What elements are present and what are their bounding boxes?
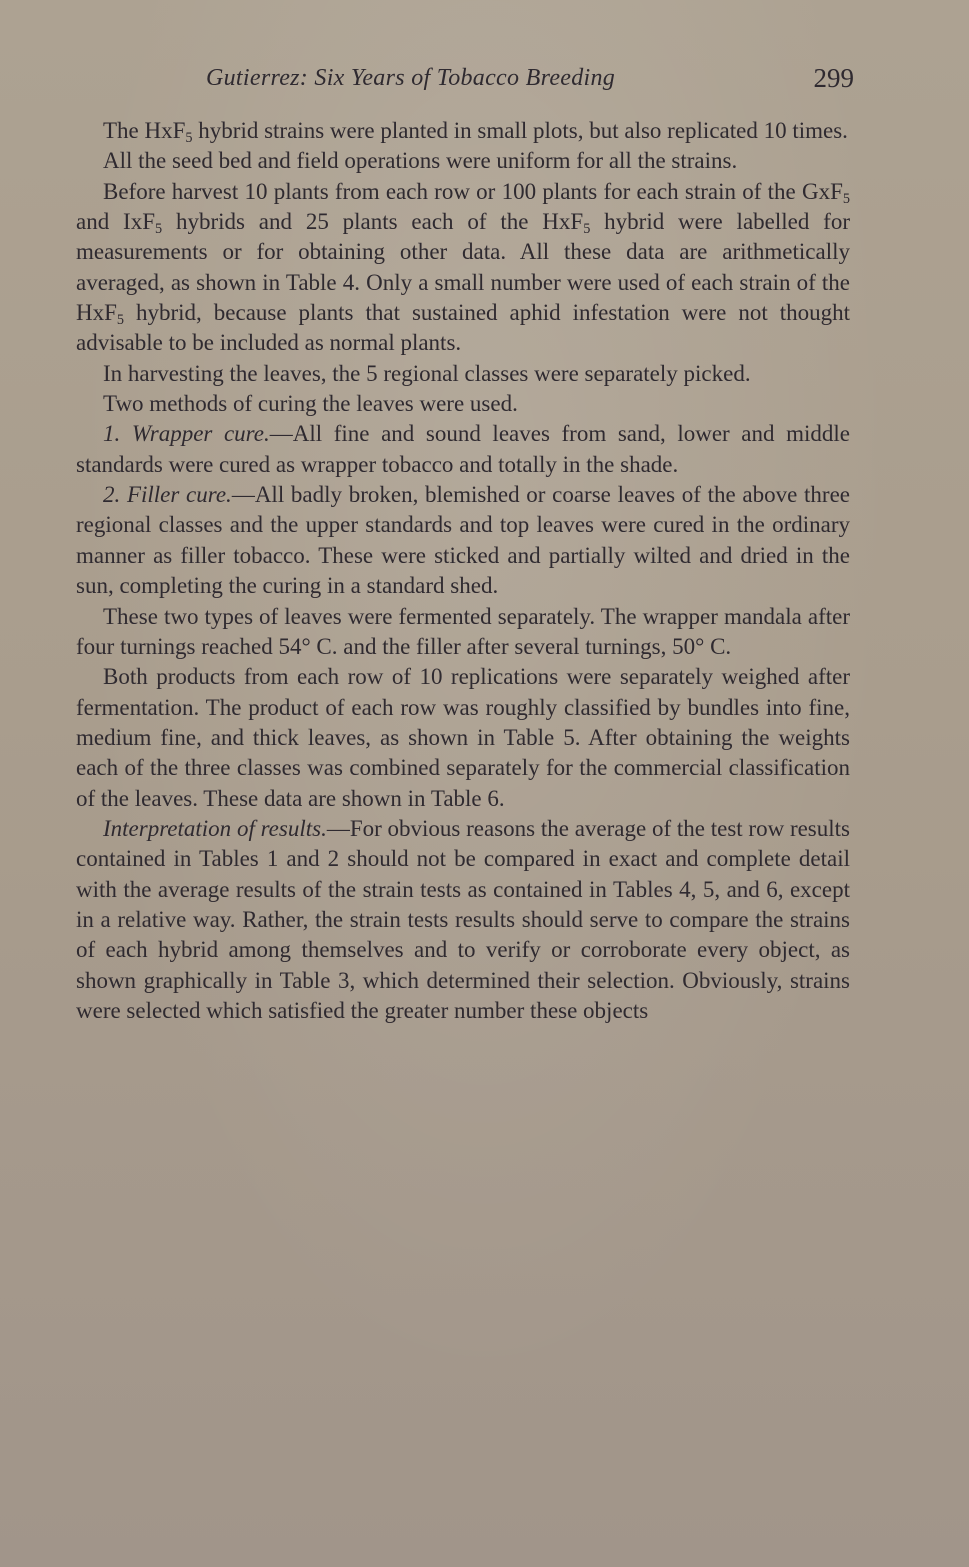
paragraph-text: and IxF [76, 209, 155, 235]
paragraph-text: hybrid, because plants that sustained aphid infestation were not thought advisable to be included as normal plants. [76, 300, 850, 356]
paragraph-interpretation [76, 814, 850, 1026]
paragraph-text: —All badly broken, blemished or coarse leaves of the above three regional classes and the upper standards and top leaves were cured in the ordinary manner as filler tobacco. These were sticked and partially wilted and dried in the sun, completing the curing in a standard shed. [76, 482, 850, 599]
paragraph-field-operations: All the seed bed and field operations were uniform for all the strains. [103, 148, 738, 174]
page-header [76, 58, 854, 98]
paragraph-text: The HxF [103, 118, 186, 143]
paragraph-fermentation: These two types of leaves were fermented separately. The wrapper mandala after four turnings reached 54° C. and the filler after several turnings, 50° C. [76, 603, 850, 659]
paragraph-hxf5-plots [76, 116, 850, 146]
subscript: 5 [842, 190, 850, 207]
paragraph-filler-cure [76, 480, 850, 601]
subscript: 5 [583, 221, 591, 238]
paragraph-text: —For obvious reasons the average of the test row results contained in Tables 1 and 2 should not be compared in exact and complete detail with the average results of the strain tests as contained in Tables 4, 5, and 6, except in a relative way. Rather, the strain tests results should serve to compare the strains of each hybrid among themselves and to verify or corroborate every object, as shown graphically in Table 3, which determined their selection. Obviously, strains were selected which satisfied the greater number these objects [76, 815, 850, 1023]
running-head: Gutierrez: Six Years of Tobacco Breeding [206, 65, 616, 91]
paragraph-text: —All fine and sound leaves from sand, lower and middle standards were cured as wrapper tobacco and totally in the shade. [76, 421, 850, 477]
paragraph-weighing: Both products from each row of 10 replications were separately weighed after fermentation. The product of each row was roughly classified by bundles into fine, medium fine, and thick leaves, as shown in Table 5. After obtaining the weights each of the three classes was combined separately for the commercial classification of the leaves. These data are shown in Table 6. [76, 664, 850, 811]
subscript: 5 [116, 312, 125, 329]
subscript: 5 [155, 221, 163, 238]
subscript: 5 [185, 129, 193, 146]
paragraph-text: Before harvest 10 plants from each row or 100 plants for each strain of the GxF [103, 178, 843, 204]
wrapper-cure-label: 1. Wrapper cure. [103, 421, 270, 447]
paragraph-curing-methods: Two methods of curing the leaves were used. [103, 391, 518, 417]
body-text [76, 116, 850, 1026]
paragraph-before-harvest [76, 177, 850, 359]
paragraph-harvesting: In harvesting the leaves, the 5 regional classes were separately picked. [103, 360, 751, 386]
paragraph-wrapper-cure [76, 419, 850, 480]
page-number: 299 [813, 63, 854, 93]
paragraph-text: hybrids and 25 plants each of the HxF [162, 209, 584, 235]
paragraph-text: hybrid were labelled for measurements or for obtaining other data. All these data are arithmetically averaged, as shown in Table 4. Only a small number were used of each strain of the HxF [76, 209, 850, 326]
interpretation-label: Interpretation of results. [103, 815, 327, 841]
paragraph-text: hybrid strains were planted in small plots, but also replicated 10 times. [192, 118, 848, 143]
filler-cure-label: 2. Filler cure. [103, 482, 232, 508]
